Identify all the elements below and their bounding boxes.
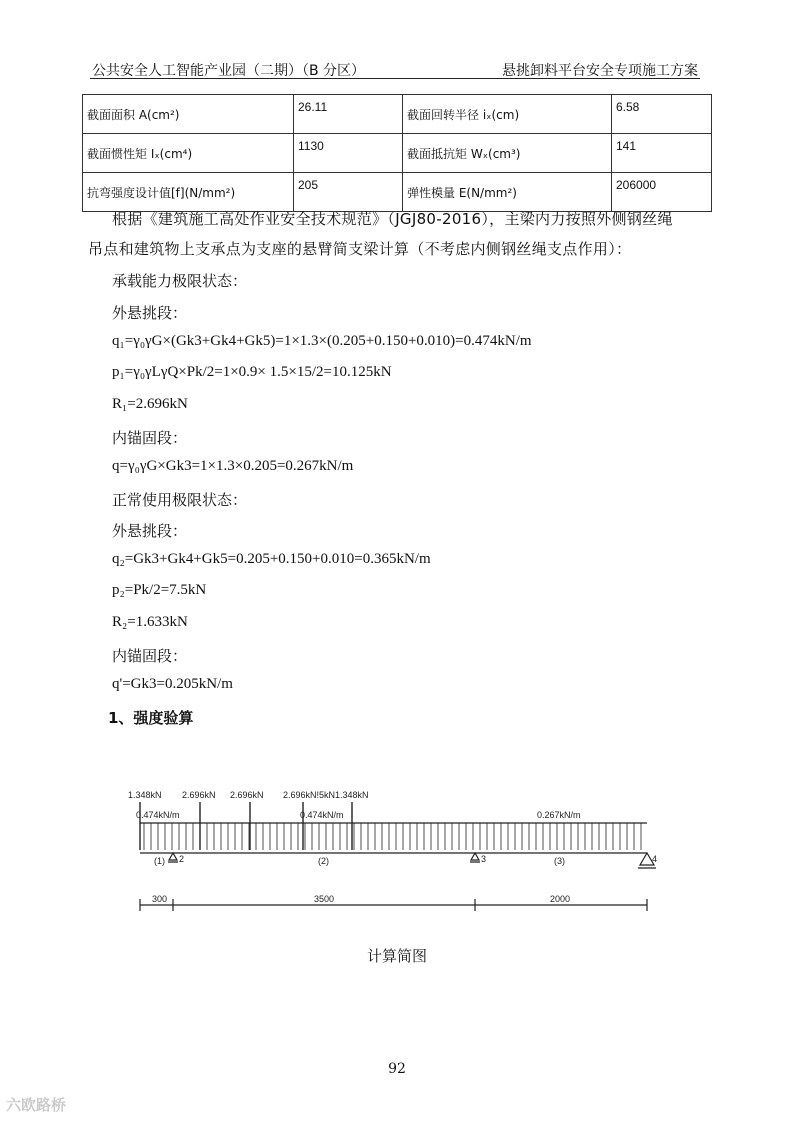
table-cell-value: 1130	[294, 134, 403, 173]
paragraph-line: 根据《建筑施工高处作业安全技术规范》（JGJ80-2016），主梁内力按照外侧钢丝绳	[112, 210, 673, 228]
formula-q: q=γ₀γG×Gk3=1×1.3×0.205=0.267kN/m	[112, 458, 354, 474]
support-icon	[168, 853, 178, 862]
point-load-label: 2.696kN!5kN1.348kN	[283, 790, 369, 800]
formula-r1: R₁=2.696kN	[112, 396, 188, 412]
dimension-label: 300	[152, 894, 168, 904]
support-icon	[470, 853, 480, 862]
table-cell-value: 206000	[612, 173, 712, 212]
table-row	[83, 134, 712, 173]
point-load-label: 2.696kN	[182, 790, 216, 800]
formula-p1: p₁=γ₀γLγQ×Pk/2=1×0.9× 1.5×15/2=10.125kN	[112, 364, 392, 380]
distributed-load-label: 0.267kN/m	[537, 810, 581, 820]
node-label: 3	[481, 854, 487, 864]
point-load-label: 1.348kN	[128, 790, 162, 800]
inner-anchor-title: 内锚固段：	[112, 429, 188, 447]
calculation-diagram	[120, 780, 680, 920]
inner-anchor-title: 内锚固段：	[112, 647, 188, 665]
span-label: (3)	[554, 856, 565, 866]
formula-q-prime: q'=Gk3=0.205kN/m	[112, 676, 233, 692]
dimension-label: 3500	[314, 894, 335, 904]
section-heading: 1、强度验算	[108, 709, 194, 727]
span-label: (2)	[318, 856, 329, 866]
table-cell-value: 141	[612, 134, 712, 173]
table-row	[83, 95, 712, 134]
outer-cantilever-title: 外悬挑段：	[112, 304, 188, 322]
distributed-load-label: 0.474kN/m	[300, 810, 344, 820]
node-label: 4	[652, 854, 658, 864]
outer-cantilever-title: 外悬挑段：	[112, 522, 188, 540]
table-cell-value: 26.11	[294, 95, 403, 134]
header-project-title: 公共安全人工智能产业园（二期）（B 分区）	[92, 63, 366, 79]
uls-title: 承载能力极限状态：	[112, 272, 248, 290]
formula-r2: R₂=1.633kN	[112, 614, 188, 630]
table-cell-label: 截面抵抗矩 Wₓ(cm³)	[403, 134, 612, 173]
table-row	[83, 173, 712, 212]
page-number: 92	[388, 1061, 406, 1077]
formula-p2: p₂=Pk/2=7.5kN	[112, 582, 207, 598]
table-cell-value: 205	[294, 173, 403, 212]
table-cell-label: 弹性模量 E(N/mm²)	[403, 173, 612, 212]
page-header	[90, 58, 700, 79]
formula-q2: q₂=Gk3+Gk4+Gk5=0.205+0.150+0.010=0.365kN/m	[112, 551, 431, 567]
sls-title: 正常使用极限状态：	[112, 491, 248, 509]
table-cell-value: 6.58	[612, 95, 712, 134]
header-document-title: 悬挑卸料平台安全专项施工方案	[502, 63, 698, 79]
formula-q1: q₁=γ₀γG×(Gk3+Gk4+Gk5)=1×1.3×(0.205+0.150+0.010)=0.474kN/m	[112, 333, 532, 349]
distributed-load-label: 0.474kN/m	[136, 810, 180, 820]
watermark: 六欧路桥	[6, 1096, 67, 1114]
span-label: (1)	[154, 856, 165, 866]
paragraph-line: 吊点和建筑物上支承点为支座的悬臂简支梁计算（不考虑内侧钢丝绳支点作用）：	[88, 240, 632, 258]
table-cell-label: 截面回转半径 iₓ(cm)	[403, 95, 612, 134]
table-cell-label: 截面面积 A(cm²)	[83, 95, 294, 134]
node-label: 2	[179, 854, 185, 864]
table-cell-label: 截面惯性矩 Iₓ(cm⁴)	[83, 134, 294, 173]
diagram-caption: 计算简图	[366, 947, 427, 965]
point-load-label: 2.696kN	[230, 790, 264, 800]
dimension-label: 2000	[550, 894, 571, 904]
table-cell-label: 抗弯强度设计值[f](N/mm²)	[83, 173, 294, 212]
section-properties-table	[82, 94, 712, 212]
